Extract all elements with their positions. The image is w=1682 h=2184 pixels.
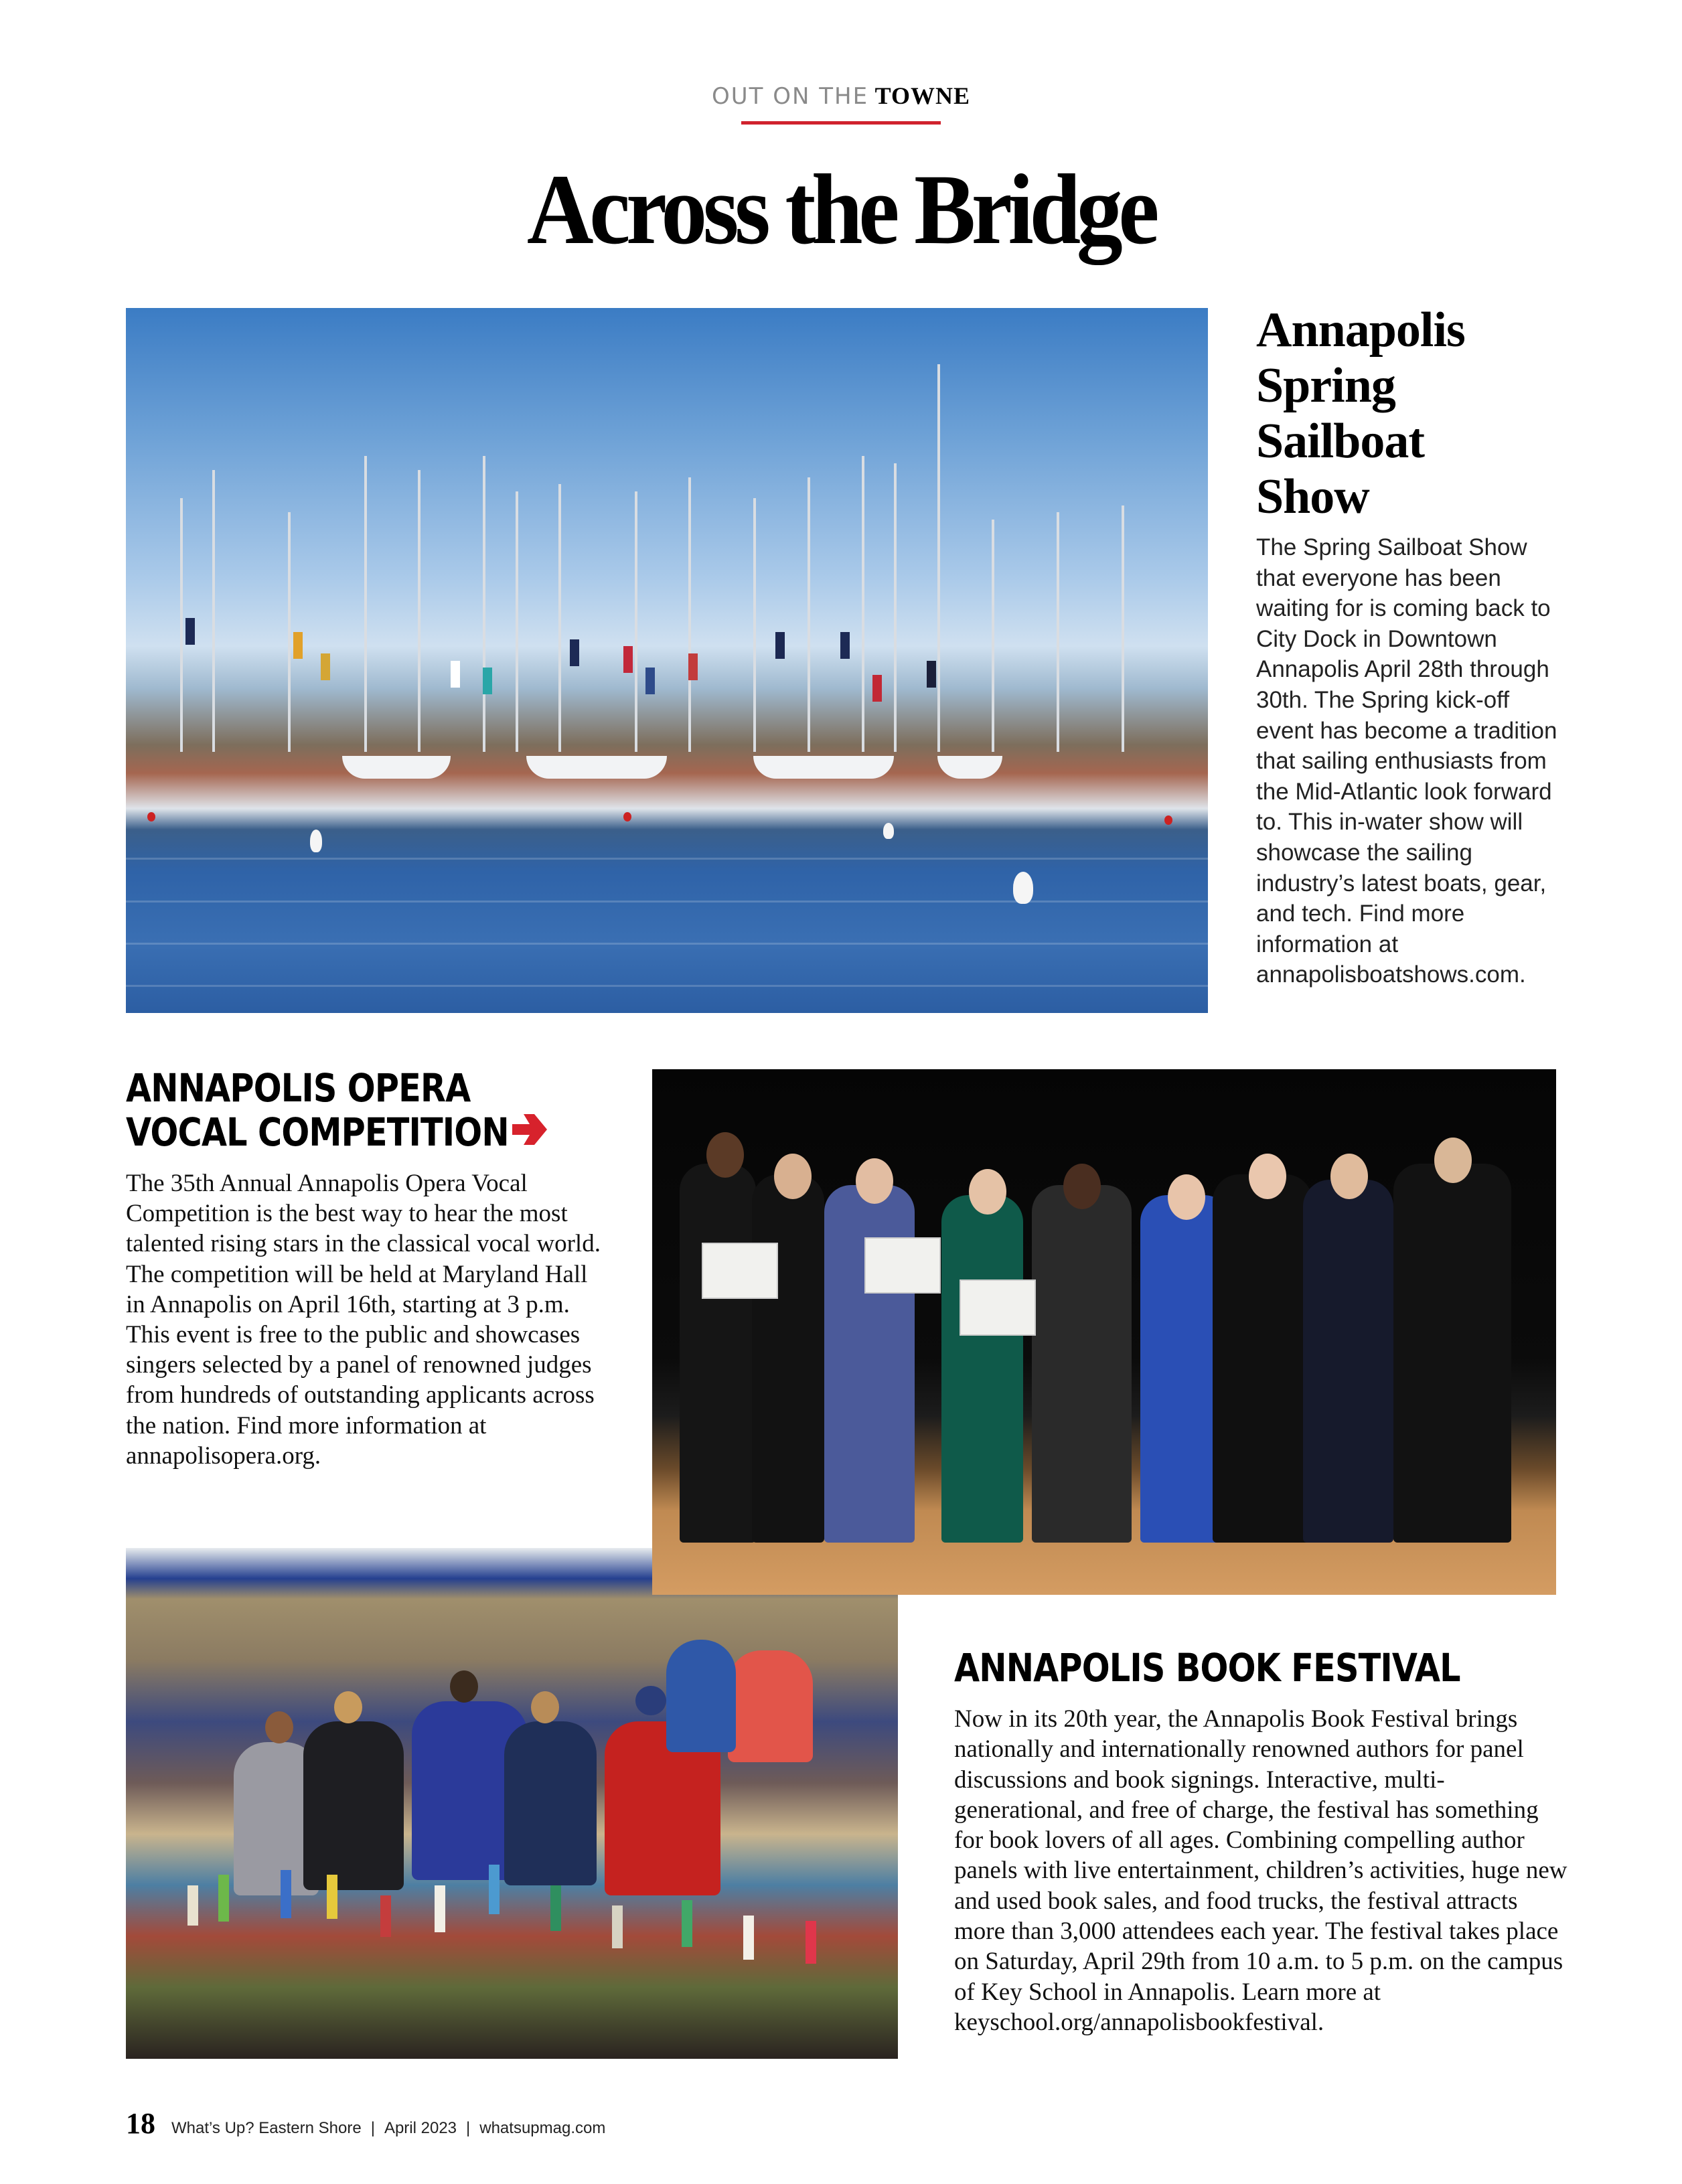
book-festival-heading: ANNAPOLIS BOOK FESTIVAL [954, 1645, 1460, 1691]
opera-competition-photo [652, 1069, 1556, 1595]
page-title: Across the Bridge [526, 154, 1156, 265]
page-footer [126, 2106, 605, 2140]
arrow-right-icon [512, 1113, 552, 1146]
section-kicker [0, 82, 1682, 110]
kicker-emphasis: TOWNE [874, 82, 970, 109]
book-festival-photo [126, 1548, 898, 2059]
website-link[interactable]: whatsupmag.com [479, 2119, 606, 2137]
sailboat-show-heading [1256, 303, 1591, 525]
heading-line: VOCAL COMPETITION [126, 1109, 509, 1155]
footer-separator: | [466, 2119, 471, 2137]
kicker-prefix: OUT ON THE [712, 83, 869, 110]
kicker-underline [741, 121, 941, 125]
heading-line: Sailboat [1256, 414, 1425, 469]
page-number: 18 [126, 2107, 155, 2140]
heading-line: ANNAPOLIS OPERA [126, 1065, 471, 1111]
opera-competition-heading [126, 1066, 558, 1154]
opera-competition-body: The 35th Annual Annapolis Opera Vocal Competition is the best way to hear the most talented rising stars in the classical vocal world. The competition will be held at Maryland Hall in Annapolis on April 16th, starting at 3 p.m. This event is free to the public and showcases singers selected by a panel of renowned judges from hundreds of outstanding applicants across the nation. Find more information at annapolisopera.org. [126, 1170, 601, 1470]
sailboat-show-photo [126, 308, 1208, 1013]
footer-separator: | [370, 2119, 375, 2137]
sailboat-show-body: The Spring Sailboat Show that everyone has been waiting for is coming back to City Dock in Downtown Annapolis April 28th through 30th. The Spring kick-off event has become a tradition that sailing enthusiasts from the Mid-Atlantic look forward to. This in-water show will showcase the sailing industry’s latest boats, gear, and tech. Find more information at annapolisboatshows.com. [1256, 534, 1557, 988]
publication-name: What’s Up? Eastern Shore [171, 2119, 362, 2137]
heading-line: Spring [1256, 358, 1395, 413]
book-festival-body: Now in its 20th year, the Annapolis Book Festival brings nationally and internationally renowned authors for panel discussions and book signings. Interactive, multi-generational, and free of charge, the festival has something for book lovers of all ages. Combining compelling author panels with live entertainment, children’s activities, huge new and used book sales, and food trucks, the festival attracts more than 3,000 attendees each year. The festival takes place on Saturday, April 29th from 10 a.m. to 5 p.m. on the campus of Key School in Annapolis. Learn more at keyschool.org/annapolisbookfestival. [954, 1705, 1568, 2036]
heading-line: Annapolis [1256, 303, 1465, 358]
heading-line: Show [1256, 469, 1369, 524]
issue-date: April 2023 [384, 2119, 457, 2137]
